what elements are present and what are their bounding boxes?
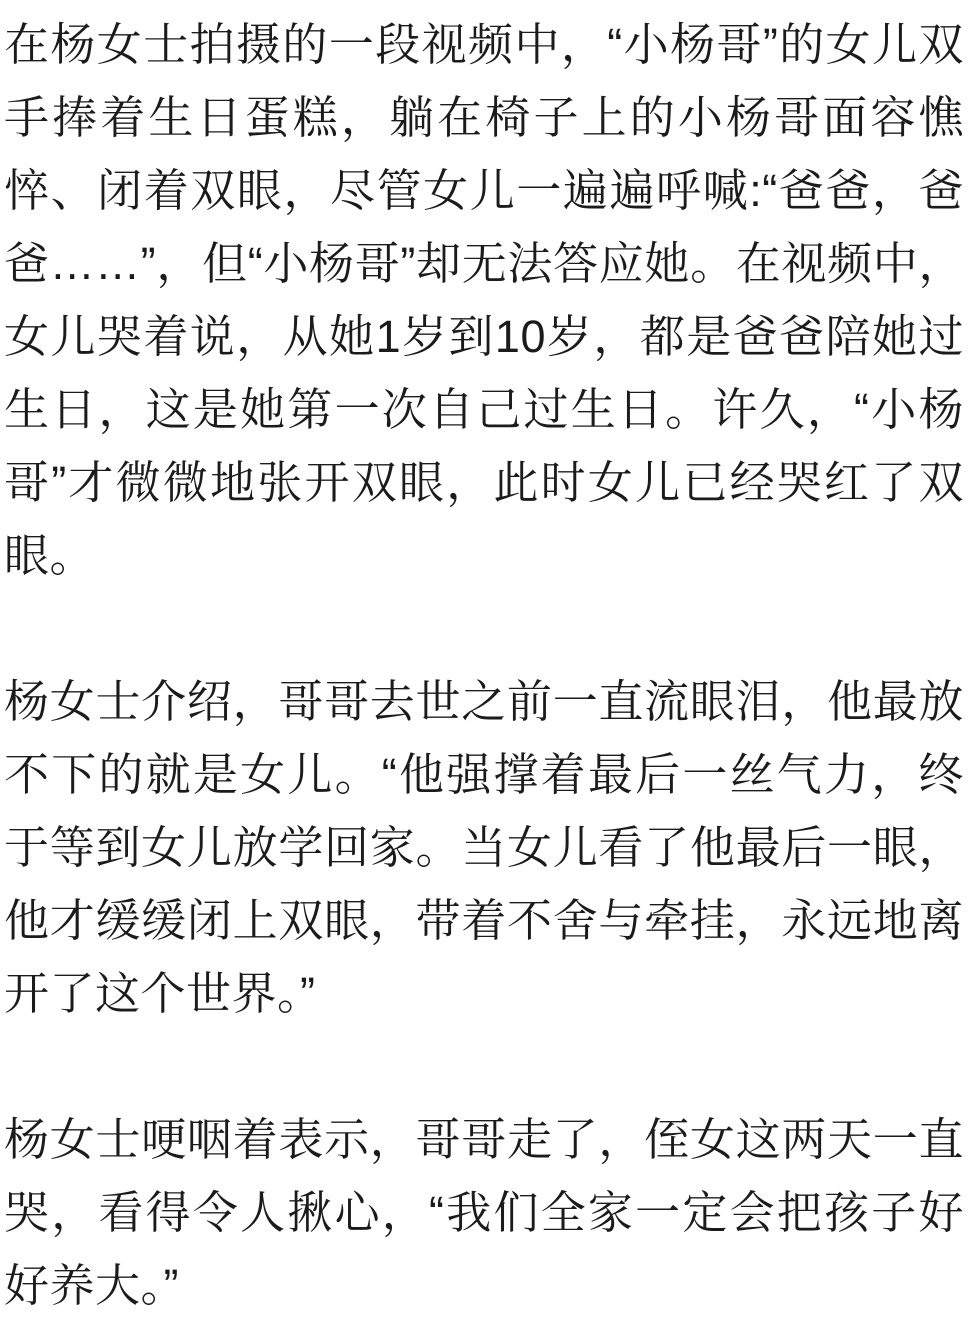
article-paragraph: 杨女士哽咽着表示，哥哥走了，侄女这两天一直哭，看得令人揪心，“我们全家一定会把孩子好好养大。” [4,1114,964,1311]
article-paragraph: 杨女士介绍，哥哥去世之前一直流眼泪，他最放不下的就是女儿。“他强撑着最后一丝气力，终于等到女儿放学回家。当女儿看了他最后一眼，他才缓缓闭上双眼，带着不舍与牵挂，永远地离开了这个世界。” [4,676,964,1019]
article-paragraph: 在杨女士拍摄的一段视频中，“小杨哥”的女儿双手捧着生日蛋糕，躺在椅子上的小杨哥面容憔悴、闭着双眼，尽管女儿一遍遍呼喊:“爸爸，爸爸……”，但“小杨哥”却无法答应她。在视频中，女儿哭着说，从她1岁到10岁，都是爸爸陪她过生日，这是她第一次自己过生日。许久，“小杨哥”才微微地张开双眼，此时女儿已经哭红了双眼。 [4,19,964,581]
